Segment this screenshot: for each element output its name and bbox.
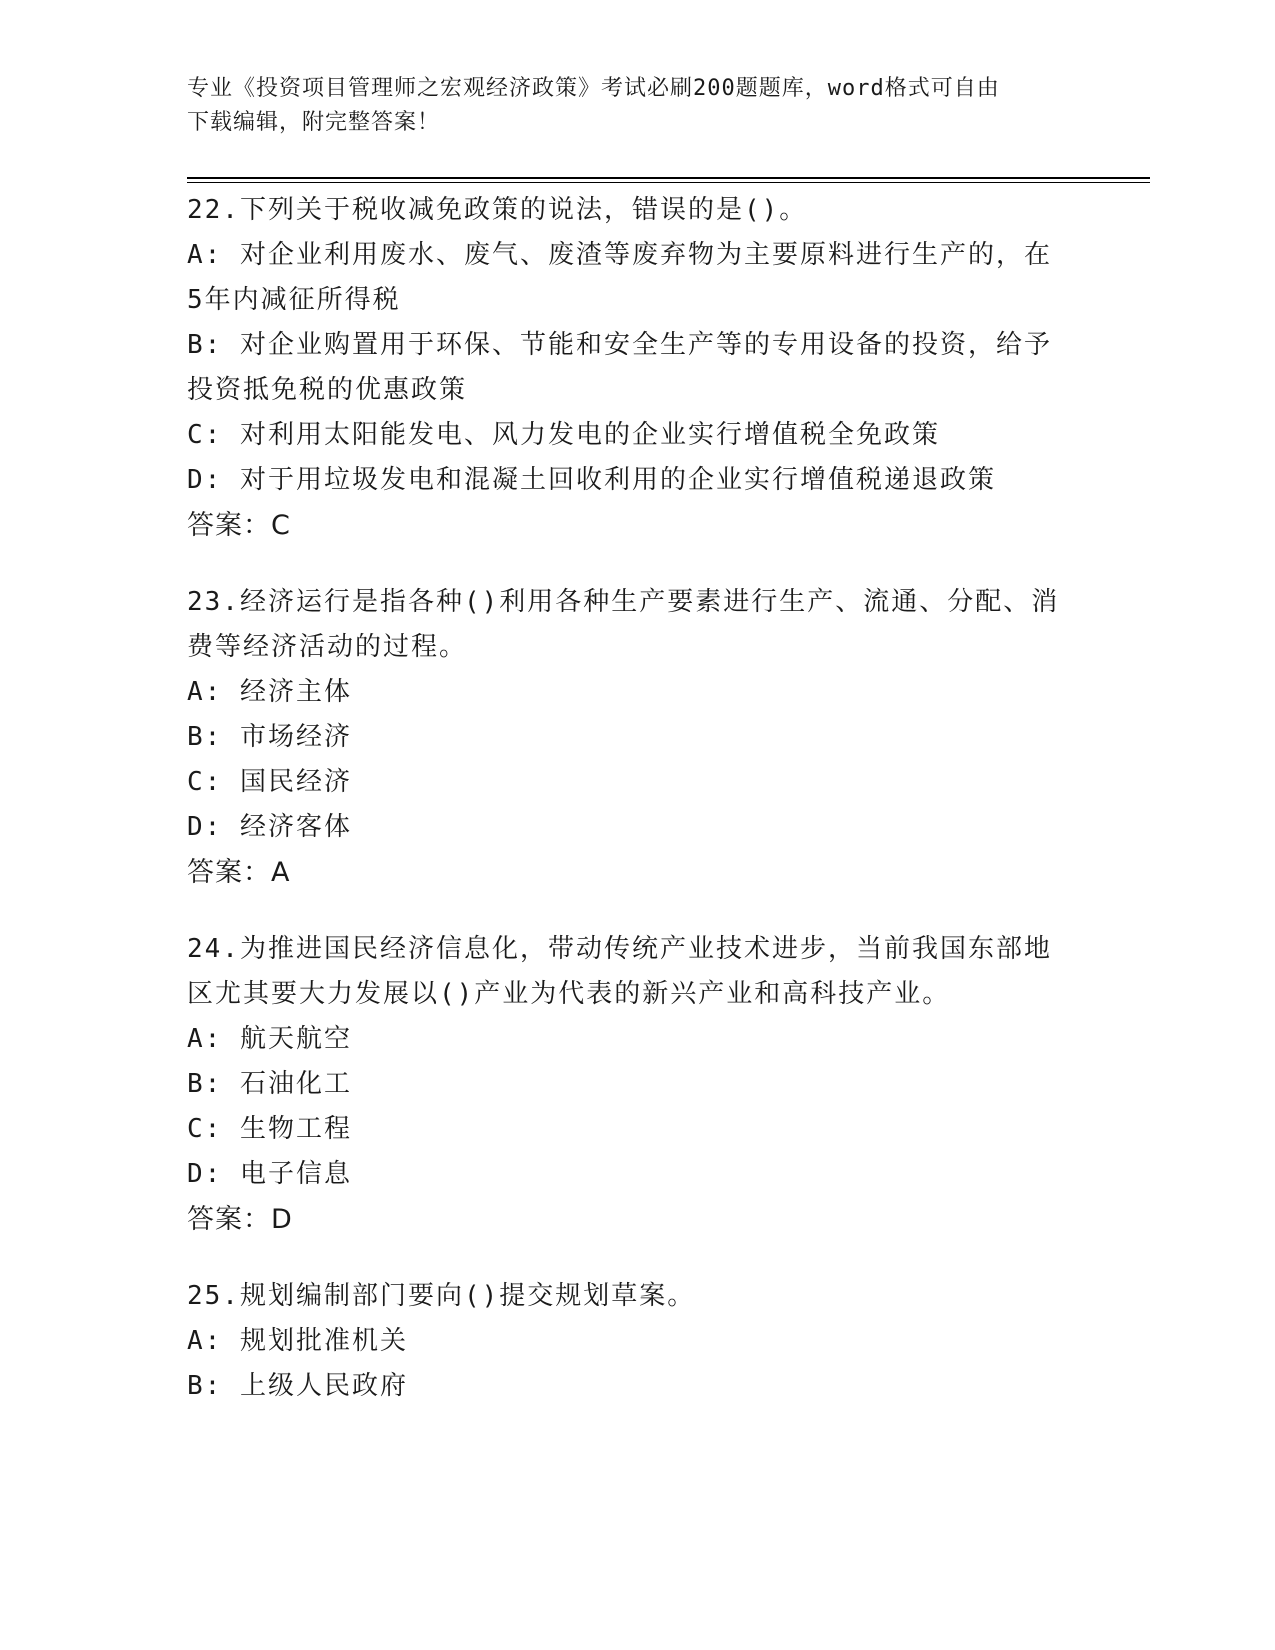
header-divider-thin xyxy=(187,182,1150,183)
answer-text: 答案：A xyxy=(187,857,291,888)
question-stem: 费等经济活动的过程。 xyxy=(187,632,468,662)
option-line: B: 石油化工 xyxy=(187,1069,352,1099)
option-line: A: 航天航空 xyxy=(187,1024,352,1054)
option-line: 5年内减征所得税 xyxy=(187,285,401,315)
question-stem: 25.规划编制部门要向()提交规划草案。 xyxy=(187,1281,696,1311)
question-block xyxy=(187,927,1087,1242)
option-line: A: 规划批准机关 xyxy=(187,1326,408,1356)
option-line: C: 对利用太阳能发电、风力发电的企业实行增值税全免政策 xyxy=(187,420,940,450)
question-stem: 22.下列关于税收减免政策的说法，错误的是()。 xyxy=(187,195,808,225)
option-line: B: 市场经济 xyxy=(187,722,352,752)
option-line: C: 生物工程 xyxy=(187,1114,352,1144)
header-line-2: 下载编辑，附完整答案！ xyxy=(187,110,441,135)
option-line: D: 电子信息 xyxy=(187,1159,352,1189)
option-line: 投资抵免税的优惠政策 xyxy=(187,375,468,405)
option-line: B: 对企业购置用于环保、节能和安全生产等的专用设备的投资，给予 xyxy=(187,330,1052,360)
header-line-1: 专业《投资项目管理师之宏观经济政策》考试必刷200题题库，word格式可自由 xyxy=(187,76,1000,101)
question-stem: 24.为推进国民经济信息化，带动传统产业技术进步，当前我国东部地 xyxy=(187,934,1052,964)
answer-text: 答案：C xyxy=(187,510,291,541)
question-stem: 23.经济运行是指各种()利用各种生产要素进行生产、流通、分配、消 xyxy=(187,587,1060,617)
option-line: A: 对企业利用废水、废气、废渣等废弃物为主要原料进行生产的，在 xyxy=(187,240,1052,270)
question-list xyxy=(187,188,1087,1441)
option-line: A: 经济主体 xyxy=(187,677,352,707)
option-line: D: 对于用垃圾发电和混凝土回收利用的企业实行增值税递退政策 xyxy=(187,465,996,495)
header-divider-thick xyxy=(187,177,1150,179)
question-block xyxy=(187,580,1087,895)
option-line: D: 经济客体 xyxy=(187,812,352,842)
question-block xyxy=(187,188,1087,548)
option-line: B: 上级人民政府 xyxy=(187,1371,408,1401)
question-stem: 区尤其要大力发展以()产业为代表的新兴产业和高科技产业。 xyxy=(187,979,951,1009)
answer-text: 答案：D xyxy=(187,1204,293,1235)
document-header xyxy=(187,72,1067,140)
option-line: C: 国民经济 xyxy=(187,767,352,797)
question-block xyxy=(187,1274,1087,1409)
